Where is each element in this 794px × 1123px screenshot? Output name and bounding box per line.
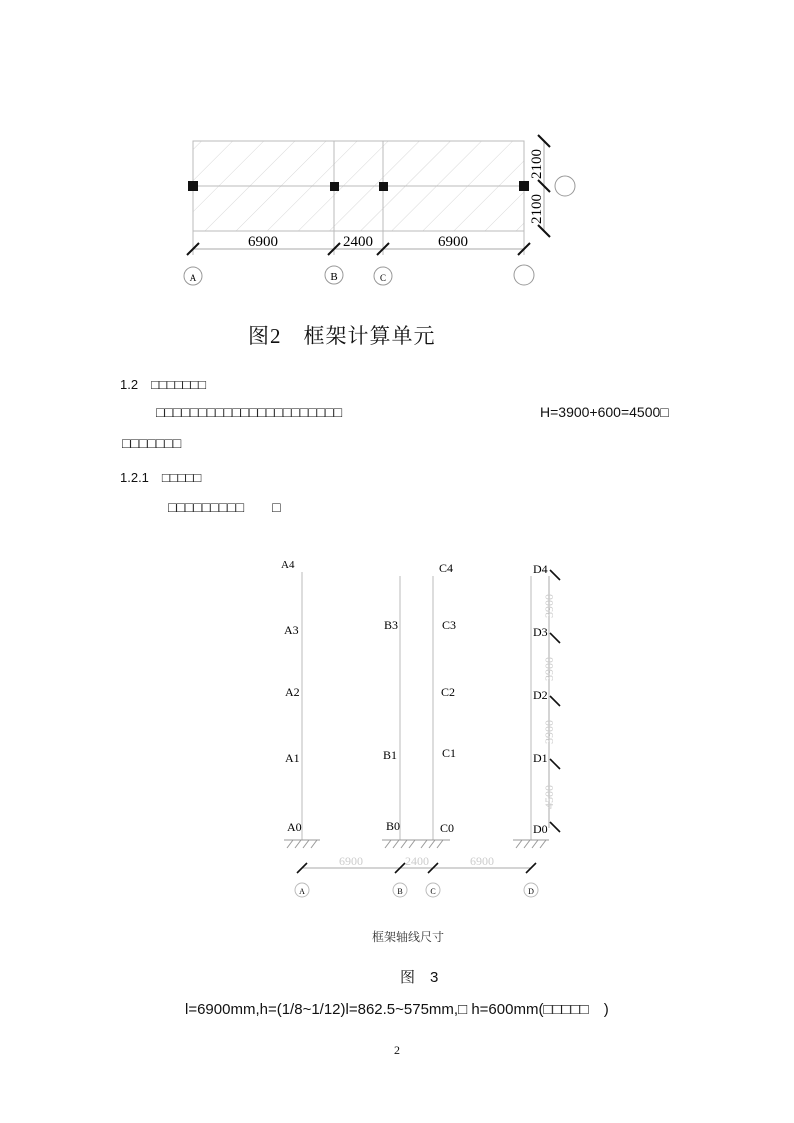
- section-1-2-para-right: H=3900+600=4500□: [540, 404, 669, 420]
- node-a2: A2: [285, 685, 300, 699]
- formula-line: l=6900mm,h=(1/8~1/12)l=862.5~575mm,□ h=600mm(□□□□□ ): [185, 1001, 609, 1018]
- figure-3-frame: [0, 540, 794, 920]
- column-c: [379, 182, 388, 191]
- dim-2100-bottom: 2100: [529, 194, 545, 224]
- node-a1: A1: [285, 751, 300, 765]
- f3-story-3: 3900: [542, 720, 556, 744]
- figure-2-plan: [0, 0, 794, 310]
- f3-axis-label-c: C: [430, 887, 436, 896]
- f3-axis-label-b: B: [397, 887, 403, 896]
- f3-story-1: 3900: [542, 594, 556, 618]
- f3-axis-label-a: A: [299, 887, 305, 896]
- node-a3: A3: [284, 623, 299, 637]
- f3-span-1: 6900: [339, 854, 363, 868]
- column-b: [330, 182, 339, 191]
- dim-2100-top: 2100: [529, 149, 545, 179]
- tick-mark: [550, 822, 560, 832]
- node-a0: A0: [287, 820, 302, 834]
- axis-label-a: A: [189, 273, 197, 283]
- tick-mark: [550, 696, 560, 706]
- section-1-2-para-line2: □□□□□□□: [122, 435, 182, 451]
- f3-axis-label-d: D: [528, 887, 534, 896]
- section-1-2-1-para: □□□□□□□□□ □: [168, 499, 281, 515]
- f3-span-2: 2400: [405, 854, 429, 868]
- node-c4: C4: [439, 561, 454, 575]
- fixed-supports: [284, 840, 549, 848]
- node-b0: B0: [386, 819, 401, 833]
- section-1-2-para-left: □□□□□□□□□□□□□□□□□□□□□□: [156, 404, 343, 420]
- axis-label-c: C: [379, 273, 387, 283]
- dim-6900-left: 6900: [248, 234, 278, 250]
- figure-3-caption: 图 3: [400, 969, 439, 986]
- axis-label-b: B: [330, 271, 338, 283]
- node-c1: C1: [442, 746, 457, 760]
- node-c0: C0: [440, 821, 455, 835]
- column-a: [188, 181, 198, 191]
- axis-bubble-d: [514, 265, 534, 285]
- column-d: [519, 181, 529, 191]
- node-b1: B1: [383, 748, 398, 762]
- section-1-2-heading: 1.2 □□□□□□□: [120, 377, 207, 392]
- node-d3: D3: [533, 625, 548, 639]
- axis-bubble-row: [555, 176, 575, 196]
- figure-3-inner-caption: 框架轴线尺寸: [372, 930, 445, 944]
- node-b3: B3: [384, 618, 399, 632]
- node-d4: D4: [533, 562, 548, 576]
- tick-mark: [550, 570, 560, 580]
- node-d2: D2: [533, 688, 548, 702]
- page-number: 2: [394, 1043, 400, 1057]
- node-d1: D1: [533, 751, 548, 765]
- node-a4: A4: [281, 559, 295, 571]
- node-c2: C2: [441, 685, 456, 699]
- f3-span-3: 6900: [470, 854, 494, 868]
- node-c3: C3: [442, 618, 457, 632]
- tick-mark: [550, 633, 560, 643]
- tick-mark: [550, 759, 560, 769]
- node-d0: D0: [533, 822, 548, 836]
- figure-2-caption: 图2 框架计算单元: [248, 324, 436, 348]
- dim-6900-right: 6900: [438, 234, 468, 250]
- dim-2400: 2400: [343, 234, 373, 250]
- f3-story-2: 3900: [542, 657, 556, 681]
- section-1-2-1-heading: 1.2.1 □□□□□: [120, 470, 202, 485]
- f3-story-4: 4500: [542, 785, 556, 809]
